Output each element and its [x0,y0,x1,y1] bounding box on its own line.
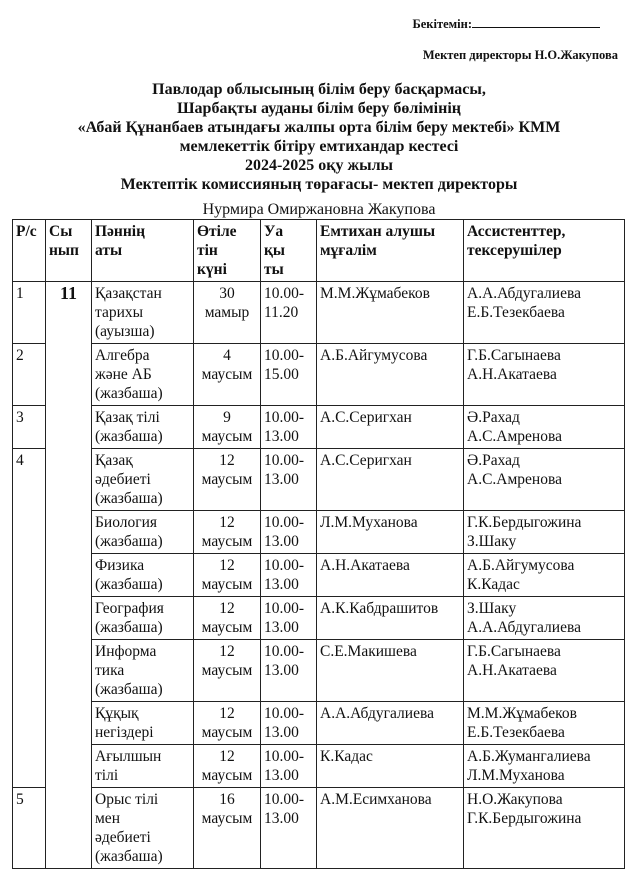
header-teacher: Емтихан алушы мұғалім [317,220,464,282]
assistants-cell: Н.О.Жакупова Г.К.Бердыгожина [464,788,625,869]
date-cell: 12 маусым [194,640,261,702]
subject-cell: Информа тика (жазбаша) [92,640,194,702]
date-cell: 12 маусым [194,449,261,511]
header-num: Р/с [13,220,46,282]
assistants-cell: А.Б.Жумангалиева Л.М.Муханова [464,745,625,788]
date-cell: 9 маусым [194,406,261,449]
time-cell: 10.00- 15.00 [261,344,317,406]
subject-cell: Алгебра және АБ (жазбаша) [92,344,194,406]
header-grade: Сы нып [46,220,92,282]
teacher-cell: А.А.Абдугалиева [317,702,464,745]
time-cell: 10.00- 13.00 [261,449,317,511]
subject-cell: Физика (жазбаша) [92,554,194,597]
time-cell: 10.00- 13.00 [261,511,317,554]
subject-cell: Орыс тілі мен әдебиеті (жазбаша) [92,788,194,869]
teacher-cell: М.М.Жұмабеков [317,282,464,344]
teacher-cell: А.М.Есимханова [317,788,464,869]
table-row [13,511,625,554]
teacher-cell: А.С.Серигхан [317,406,464,449]
assistants-cell: Ә.Рахад А.С.Амренова [464,449,625,511]
subject-cell: География (жазбаша) [92,597,194,640]
assistants-cell: Г.Б.Сагынаева А.Н.Акатаева [464,344,625,406]
date-cell: 30 мамыр [194,282,261,344]
date-cell: 12 маусым [194,511,261,554]
subject-cell: Қазақ тілі (жазбаша) [92,406,194,449]
row-number: 3 [13,406,46,449]
time-cell: 10.00- 13.00 [261,745,317,788]
heading-line-3: «Абай Құнанбаев атындағы жалпы орта білім беру мектебі» КММ [77,119,561,136]
row-number: 4 [13,449,46,788]
assistants-cell: З.Шаку А.А.Абдугалиева [464,597,625,640]
teacher-cell: А.Н.Акатаева [317,554,464,597]
table-row [13,344,625,406]
table-row [13,282,625,344]
approval-line [412,15,600,32]
approved-label: Бекітемін: [412,17,472,31]
subject-cell: Құқық негіздері [92,702,194,745]
time-cell: 10.00- 13.00 [261,640,317,702]
subject-cell: Қазақ әдебиеті (жазбаша) [92,449,194,511]
row-number: 5 [13,788,46,869]
teacher-cell: Л.М.Муханова [317,511,464,554]
subject-cell: Қазақстан тарихы (ауызша) [92,282,194,344]
row-number: 2 [13,344,46,406]
director-signature: Мектеп директоры Н.О.Жакупова [422,48,618,62]
assistants-cell: М.М.Жұмабеков Е.Б.Тезекбаева [464,702,625,745]
time-cell: 10.00- 13.00 [261,597,317,640]
table-row [13,554,625,597]
table-row [13,788,625,869]
signature-line [472,15,600,28]
time-cell: 10.00- 13.00 [261,406,317,449]
subject-cell: Ағылшын тілі [92,745,194,788]
assistants-cell: Г.Б.Сагынаева А.Н.Акатаева [464,640,625,702]
table-row [13,406,625,449]
header-time: Уа қы ты [261,220,317,282]
exam-schedule-table [12,219,625,869]
document-heading [0,80,638,194]
subject-cell: Биология (жазбаша) [92,511,194,554]
heading-line-1: Павлодар облысының білім беру басқармасы, [152,81,486,98]
table-row [13,640,625,702]
teacher-cell: К.Кадас [317,745,464,788]
table-row [13,745,625,788]
heading-line-5: 2024-2025 оқу жылы [244,157,394,174]
time-cell: 10.00- 13.00 [261,702,317,745]
assistants-cell: А.Б.Айгумусова К.Кадас [464,554,625,597]
grade-cell: 11 [46,282,92,869]
table-row [13,597,625,640]
time-cell: 10.00- 11.20 [261,282,317,344]
header-assistants: Ассистенттер, тексерушілер [464,220,625,282]
time-cell: 10.00- 13.00 [261,554,317,597]
heading-line-6: Мектептік комиссияның төрағасы- мектеп директоры [120,176,518,193]
date-cell: 12 маусым [194,597,261,640]
assistants-cell: А.А.Абдугалиева Е.Б.Тезекбаева [464,282,625,344]
time-cell: 10.00- 13.00 [261,788,317,869]
teacher-cell: С.Е.Макишева [317,640,464,702]
teacher-cell: А.К.Кабдрашитов [317,597,464,640]
date-cell: 12 маусым [194,554,261,597]
date-cell: 16 маусым [194,788,261,869]
header-subject: Пәннің аты [92,220,194,282]
heading-line-4: мемлекеттік бітіру емтихандар кестесі [179,138,459,155]
row-number: 1 [13,282,46,344]
table-row [13,702,625,745]
teacher-cell: А.С.Серигхан [317,449,464,511]
date-cell: 4 маусым [194,344,261,406]
assistants-cell: Г.К.Бердыгожина З.Шаку [464,511,625,554]
table-row [13,449,625,511]
assistants-cell: Ә.Рахад А.С.Амренова [464,406,625,449]
heading-line-2: Шарбақты ауданы білім беру бөлімінің [176,100,461,117]
commission-head-name: Нурмира Омиржановна Жакупова [202,201,436,218]
date-cell: 12 маусым [194,702,261,745]
header-date: Өтіле тін күні [194,220,261,282]
date-cell: 12 маусым [194,745,261,788]
table-header-row [13,220,625,282]
teacher-cell: А.Б.Айгумусова [317,344,464,406]
